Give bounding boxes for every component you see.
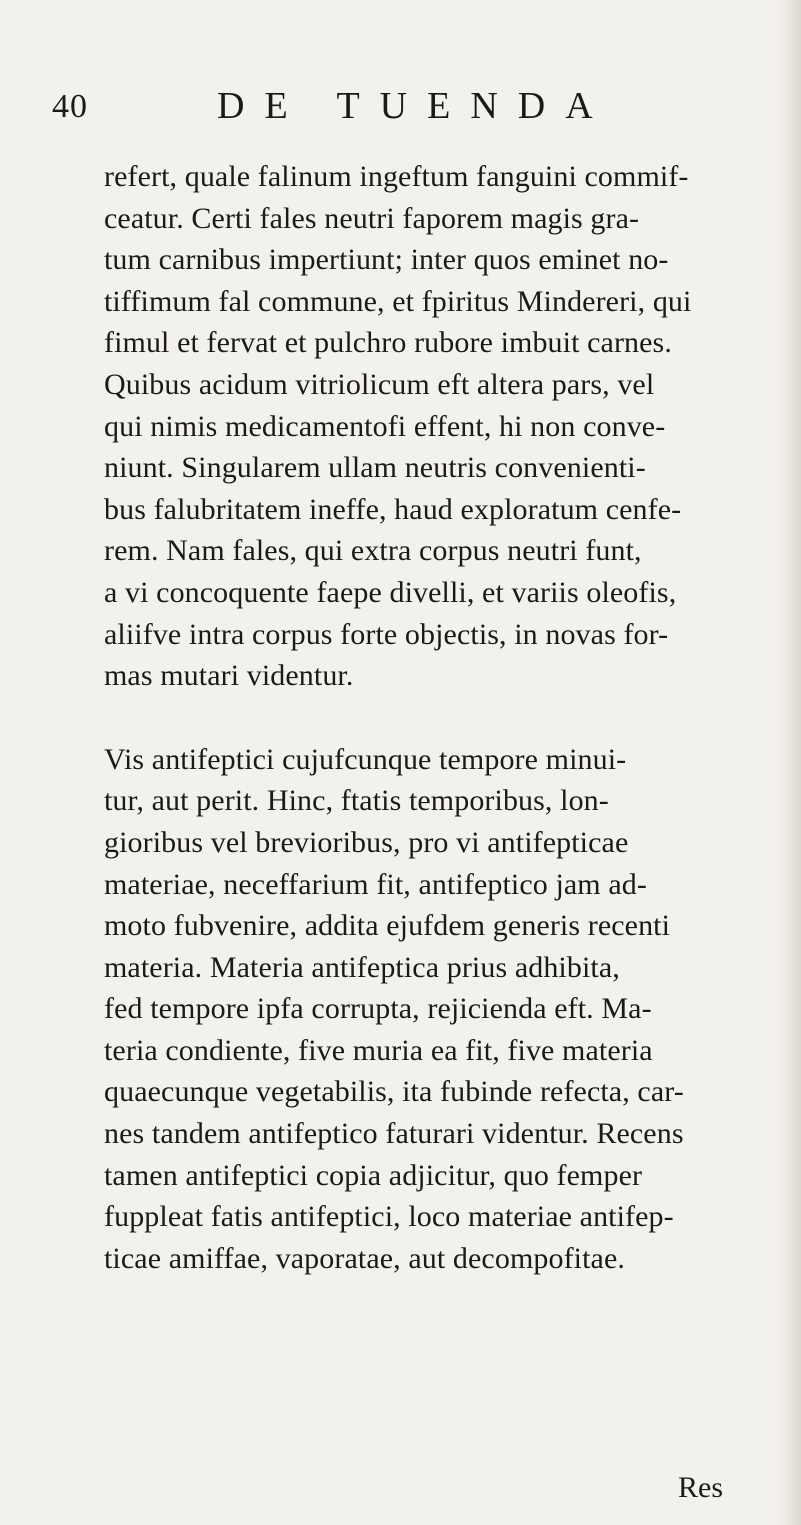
text-line: niunt. Singularem ullam neutris convenienti- [104, 451, 646, 485]
text-line: qui nimis medicamentofi effent, hi non conve- [104, 409, 666, 443]
text-line: Quibus acidum vitriolicum eft altera pars, vel [104, 367, 655, 401]
text-line: quaecunque vegetabilis, ita fubinde refecta, car- [104, 1075, 684, 1109]
text-line: fuppleat fatis antifeptici, loco materiae antifep- [104, 1200, 674, 1234]
text-line: tum carnibus impertiunt; inter quos eminet no- [104, 243, 669, 277]
text-line: moto fubvenire, addita ejufdem generis recenti [104, 909, 671, 943]
text-line: teria condiente, five muria ea fit, five materia [104, 1033, 653, 1067]
page-edge-shadow [779, 0, 801, 1525]
page-number: 40 [52, 88, 88, 125]
body-text [104, 156, 764, 1279]
text-line: ticae amiffae, vaporatae, aut decompofitae. [104, 1241, 625, 1275]
text-line: aliifve intra corpus forte objectis, in novas for- [104, 617, 669, 651]
running-title: DE TUENDA [217, 85, 613, 127]
text-line: refert, quale falinum ingeftum fanguini commif- [104, 160, 689, 193]
text-line: tiffimum fal commune, et fpiritus Mindereri, qui [104, 284, 692, 318]
text-line: Vis antifeptici cujufcunque tempore minui- [104, 742, 627, 776]
text-line: tur, aut perit. Hinc, ftatis temporibus, lon- [104, 784, 609, 818]
text-line: nes tandem antifeptico faturari videntur. Recens [104, 1117, 684, 1151]
text-line: materia. Materia antifeptica prius adhibita, [104, 950, 620, 984]
text-line: materiae, neceffarium fit, antifeptico jam ad- [104, 867, 647, 901]
paragraph-2 [104, 739, 764, 1280]
text-line: a vi concoquente faepe divelli, et variis oleofis, [104, 575, 677, 609]
running-head [52, 78, 712, 134]
text-line: bus falubritatem ineffe, haud exploratum cenfe- [104, 492, 682, 526]
paragraph-gap [104, 697, 764, 739]
catchword: Res [678, 1471, 723, 1504]
text-line: tamen antifeptici copia adjicitur, quo femper [104, 1158, 643, 1192]
text-line: ceatur. Certi fales neutri faporem magis gra- [104, 201, 640, 235]
text-line: mas mutari videntur. [104, 659, 354, 693]
paragraph-1 [104, 156, 764, 697]
text-line: fimul et fervat et pulchro rubore imbuit carnes. [104, 326, 672, 360]
text-line: gioribus vel brevioribus, pro vi antifepticae [104, 825, 629, 859]
text-line: rem. Nam fales, qui extra corpus neutri funt, [104, 534, 642, 568]
text-line: fed tempore ipfa corrupta, rejicienda eft. Ma- [104, 992, 652, 1026]
